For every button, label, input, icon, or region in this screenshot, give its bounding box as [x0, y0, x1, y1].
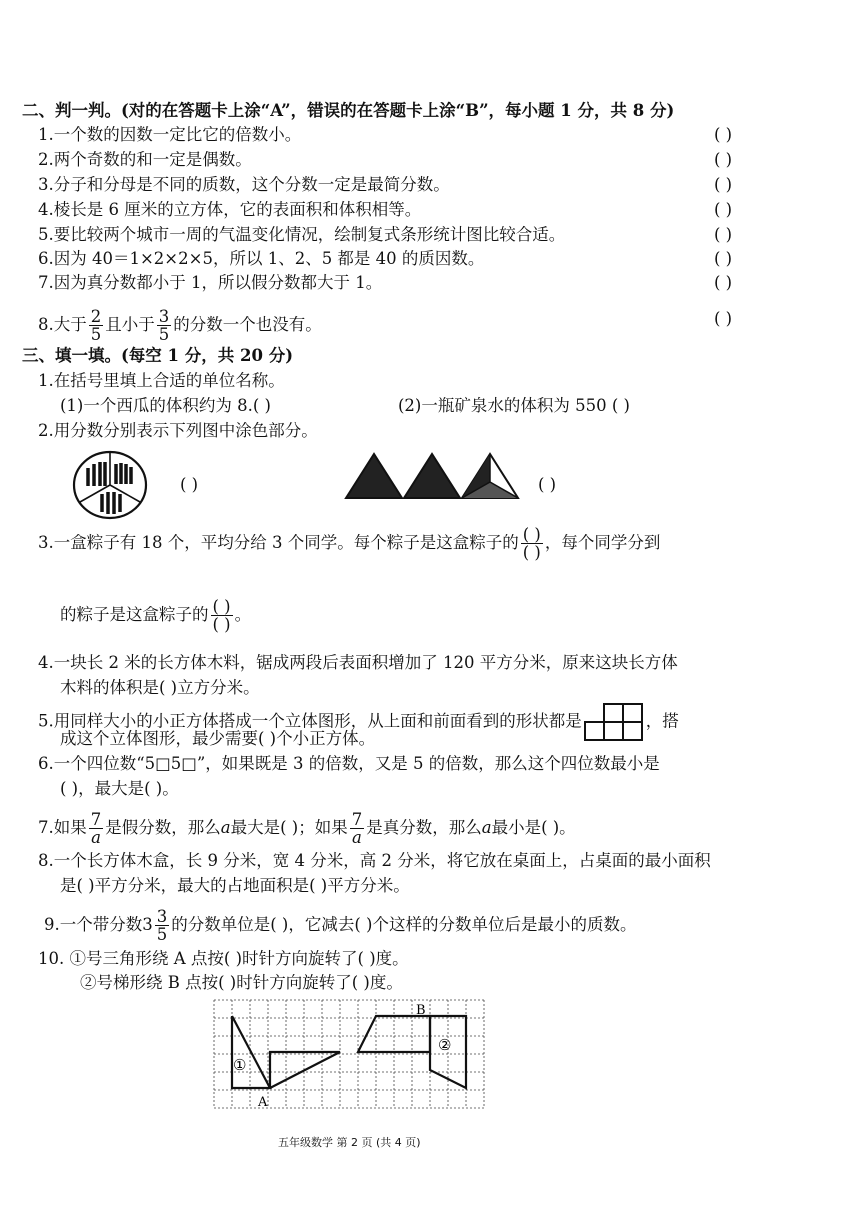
- answer-paren-6[interactable]: ( ): [714, 249, 733, 268]
- q7-mid1: 是假分数，那么: [105, 818, 221, 837]
- label-B: B: [416, 1003, 426, 1018]
- q5-text1-end: ，搭: [645, 711, 679, 731]
- q8-line1: 8.一个长方体木盒，长 9 分米，宽 4 分米，高 2 分米，将它放在桌面上，占桌面的最小面积: [38, 851, 711, 870]
- judge-item-6: 6.因为 40＝1×2×2×5，所以 1、2、5 都是 40 的质因数。: [38, 249, 485, 268]
- q9-whole: 3: [142, 915, 153, 934]
- judge-item-4: 4.棱长是 6 厘米的立方体，它的表面积和体积相等。: [38, 200, 422, 219]
- view-shape-icon: [584, 703, 644, 741]
- label-2: ②: [438, 1036, 452, 1054]
- q10-line1[interactable]: 10. ①号三角形绕 A 点按( )时针方向旋转了( )度。: [38, 949, 409, 968]
- section2-heading: 二、判一判。(对的在答题卡上涂“A”，错误的在答题卡上涂“B”，每小题 1 分，共 8 分): [22, 101, 675, 120]
- q5-text1: 5.用同样大小的小正方体搭成一个立体图形，从上面和前面看到的形状都是: [38, 711, 582, 731]
- judge-item-3: 3.分子和分母是不同的质数，这个分数一定是最简分数。: [38, 175, 450, 194]
- q2-blank2[interactable]: ( ): [538, 475, 557, 494]
- q4-line1: 4.一块长 2 米的长方体木料，锯成两段后表面积增加了 120 平方分米，原来这块长方体: [38, 653, 678, 672]
- q6-line1: 6.一个四位数“5□5□”，如果既是 3 的倍数，又是 5 的倍数，那么这个四位数最小是: [38, 754, 660, 773]
- q3-line2: [60, 598, 251, 633]
- q4-line2[interactable]: 木料的体积是( )立方分米。: [60, 678, 260, 697]
- q9-prefix: 9.一个带分数: [44, 915, 143, 934]
- q3-text1-end: ，每个同学分到: [544, 533, 661, 552]
- q3-line1: [38, 526, 660, 561]
- item8-suffix: 的分数一个也没有。: [173, 315, 322, 334]
- label-A: A: [258, 1095, 268, 1110]
- answer-paren-2[interactable]: ( ): [714, 150, 733, 169]
- judge-item-1: 1.一个数的因数一定比它的倍数小。: [38, 125, 302, 144]
- q7-var-a2: a: [481, 818, 492, 837]
- q7-mid3: 是真分数，那么: [366, 818, 482, 837]
- q3-text2-end: 。: [234, 605, 252, 624]
- q9-line[interactable]: [44, 908, 637, 943]
- q9-fraction: $\frac{3}{5}$: [156, 907, 168, 944]
- q7-var-a1: a: [220, 818, 231, 837]
- q1-part2[interactable]: (2)一瓶矿泉水的体积为 550 ( ): [398, 396, 630, 415]
- answer-paren-5[interactable]: ( ): [714, 225, 733, 244]
- q5-line2[interactable]: 成这个立体图形，最少需要( )个小正方体。: [60, 729, 376, 748]
- q3-fraction-blank1[interactable]: $\frac{( )}{( )}$: [522, 525, 541, 562]
- q1-line1: 1.在括号里填上合适的单位名称。: [38, 371, 285, 390]
- q2-line1: 2.用分数分别表示下列图中涂色部分。: [38, 421, 318, 440]
- q7-fraction-1: $\frac{7}{a}$: [90, 810, 102, 847]
- answer-paren-8[interactable]: ( ): [714, 309, 733, 328]
- triangle-1-shape: [232, 1016, 270, 1088]
- judge-item-7: 7.因为真分数都小于 1，所以假分数都大于 1。: [38, 273, 383, 292]
- q7-fraction-2: $\frac{7}{a}$: [351, 810, 363, 847]
- q3-fraction-blank2[interactable]: $\frac{( )}{( )}$: [212, 597, 231, 634]
- fraction-2-5: $\frac{2}{5}$: [90, 307, 102, 344]
- label-1: ①: [233, 1056, 247, 1074]
- fraction-3-5: $\frac{3}{5}$: [158, 307, 170, 344]
- q6-line2[interactable]: ( )，最大是( )。: [60, 779, 179, 798]
- q7-prefix: 7.如果: [38, 818, 87, 837]
- answer-paren-7[interactable]: ( ): [714, 273, 733, 292]
- q7-end[interactable]: 最小是( )。: [491, 818, 576, 837]
- q7-line[interactable]: [38, 811, 576, 846]
- q8-line2[interactable]: 是( )平方分米，最大的占地面积是( )平方分米。: [60, 876, 410, 895]
- q10-line2[interactable]: ②号梯形绕 B 点按( )时针方向旋转了( )度。: [80, 973, 403, 992]
- triangle-1-rotated: [270, 1052, 340, 1088]
- answer-paren-4[interactable]: ( ): [714, 200, 733, 219]
- rotation-grid-figure: [212, 998, 488, 1126]
- q3-text2: 的粽子是这盒粽子的: [60, 605, 209, 624]
- judge-item-2: 2.两个奇数的和一定是偶数。: [38, 150, 252, 169]
- answer-paren-3[interactable]: ( ): [714, 175, 733, 194]
- q3-text1: 3.一盒粽子有 18 个，平均分给 3 个同学。每个粽子是这盒粽子的: [38, 533, 519, 552]
- judge-item-5: 5.要比较两个城市一周的气温变化情况，绘制复式条形统计图比较合适。: [38, 225, 566, 244]
- section3-heading: 三、填一填。(每空 1 分，共 20 分): [22, 346, 294, 365]
- q9-suffix[interactable]: 的分数单位是( )，它减去( )个这样的分数单位后是最小的质数。: [171, 915, 637, 934]
- item8-mid: 且小于: [105, 315, 155, 334]
- q1-part1[interactable]: (1)一个西瓜的体积约为 8.( ): [60, 396, 271, 415]
- page-footer: 五年级数学 第 2 页 (共 4 页): [278, 1136, 421, 1149]
- q7-mid2[interactable]: 最大是( )；如果: [230, 818, 348, 837]
- circle-figure: [72, 450, 152, 522]
- judge-item-8: [38, 308, 322, 343]
- triangles-figure: [344, 450, 520, 502]
- answer-paren-1[interactable]: ( ): [714, 125, 733, 144]
- q2-blank1[interactable]: ( ): [180, 475, 199, 494]
- item8-prefix: 8.大于: [38, 315, 87, 334]
